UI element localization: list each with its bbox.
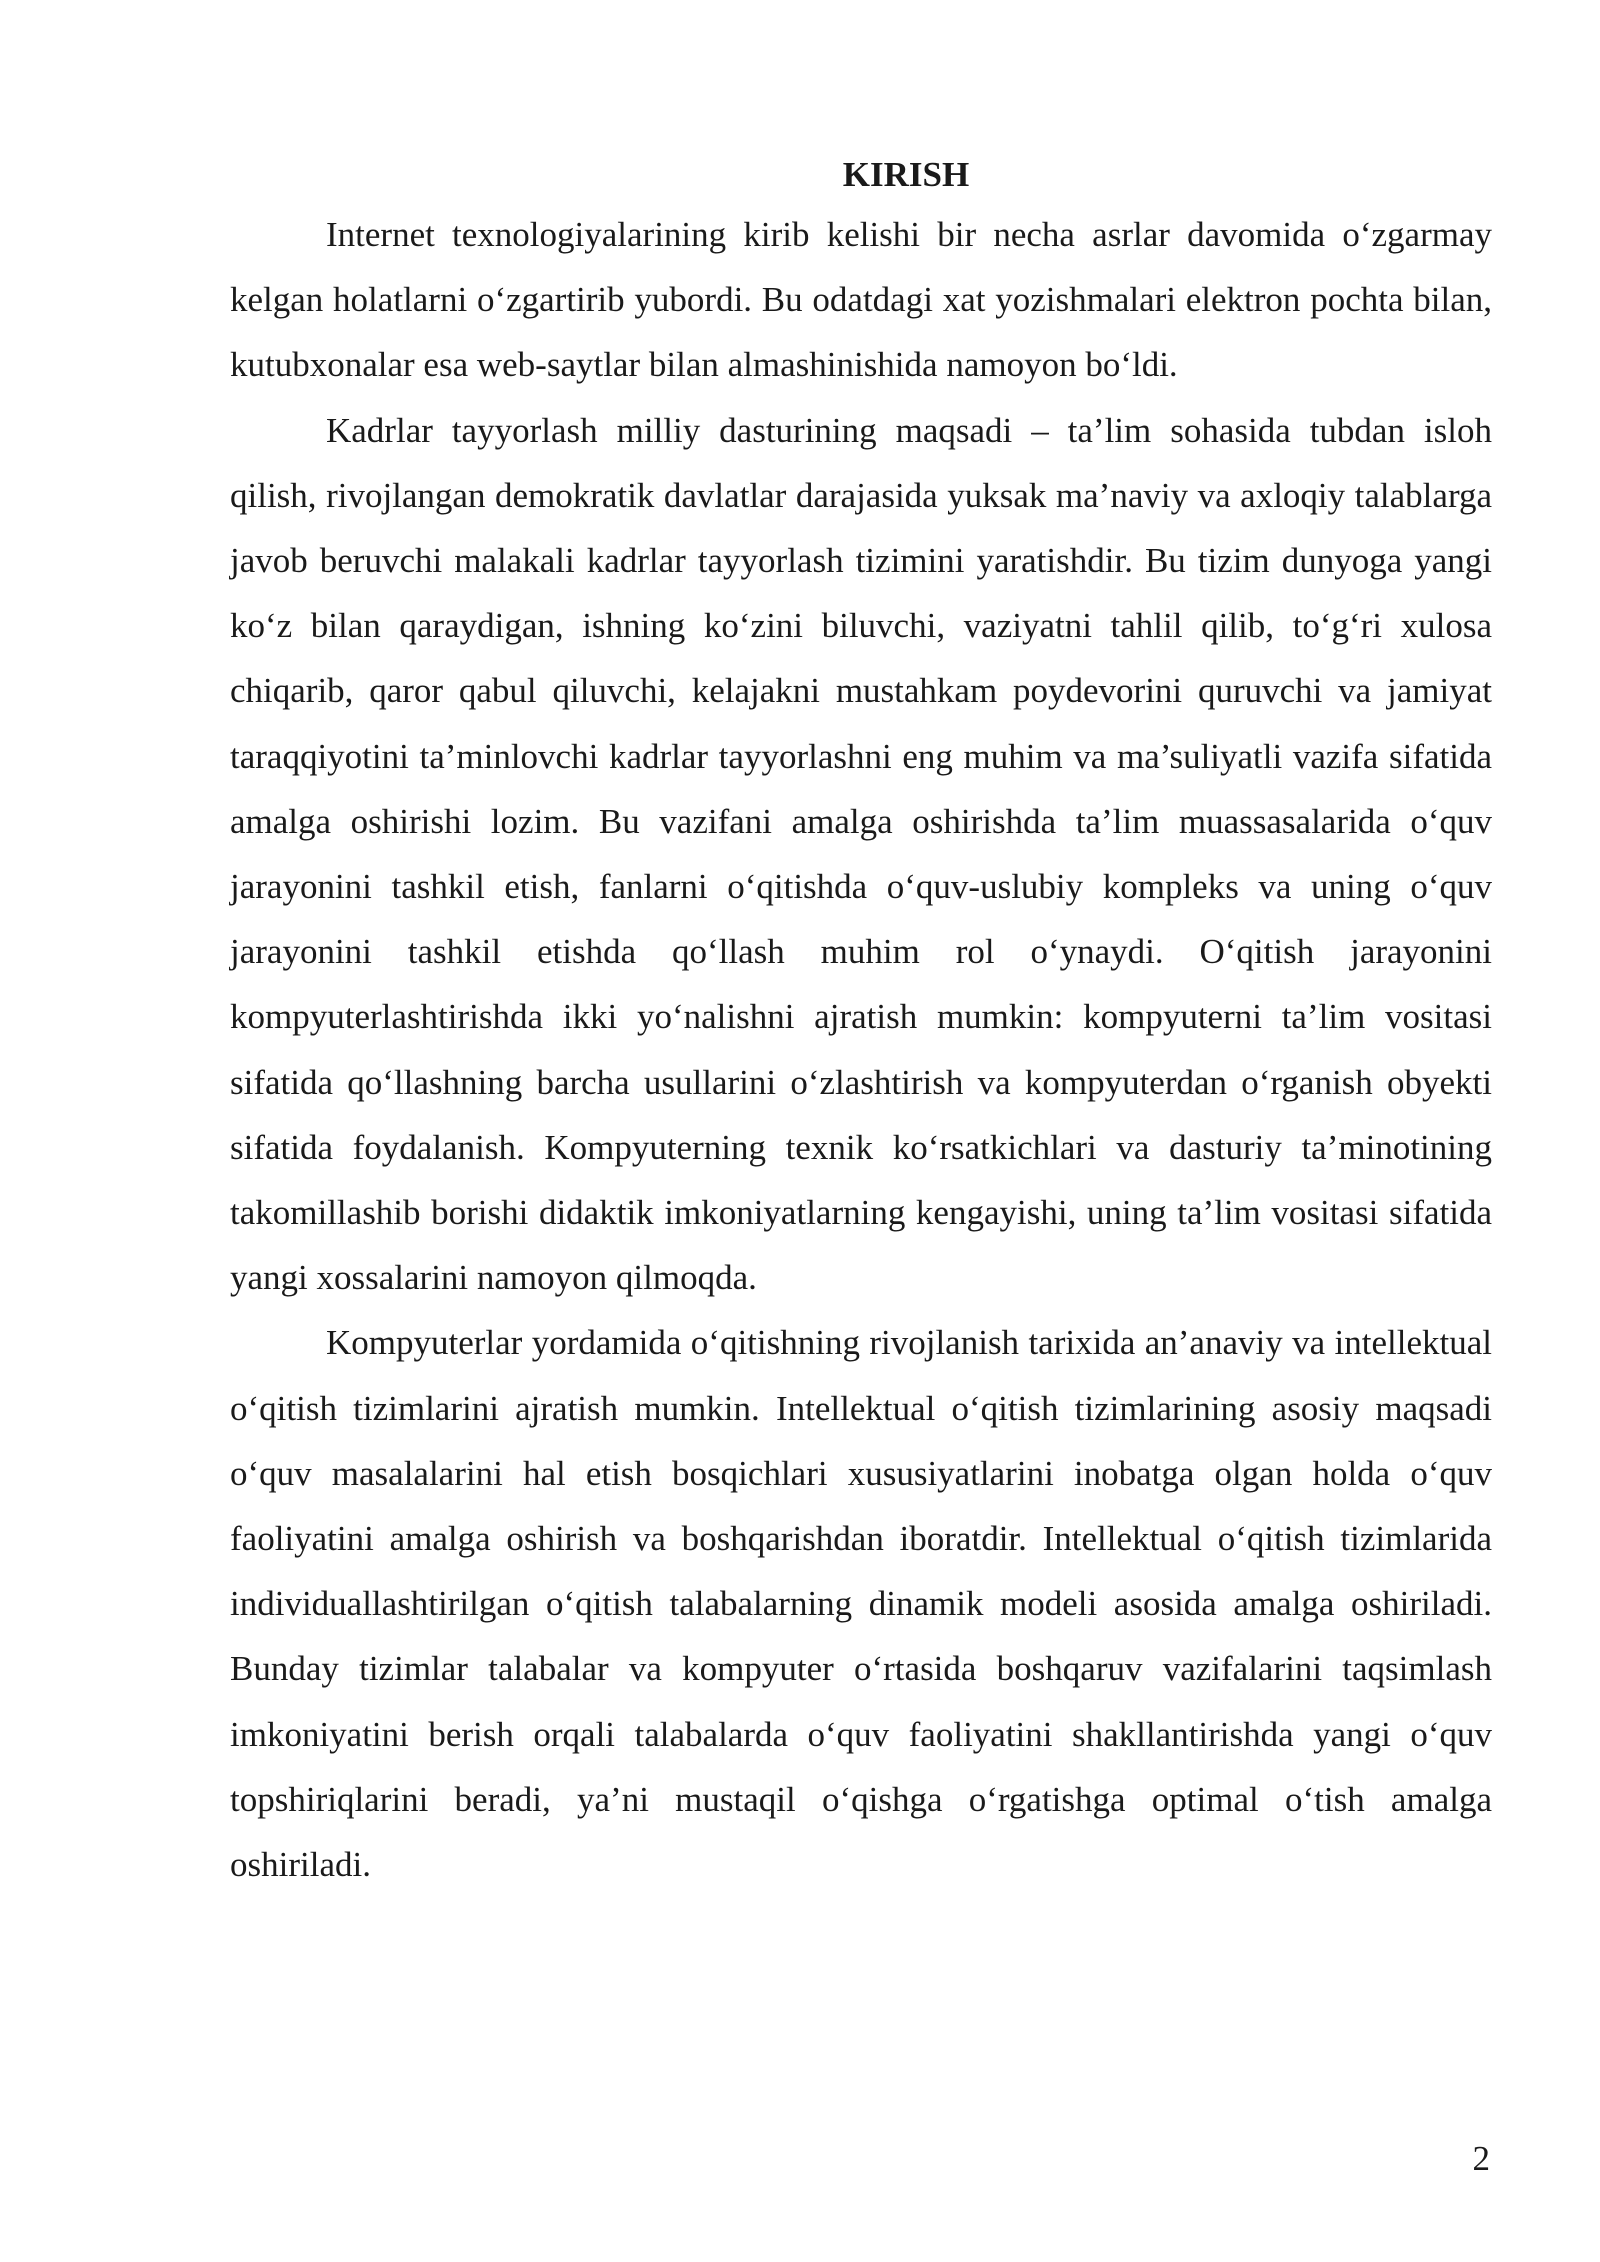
paragraph-kompyuterlar: Kompyuterlar yordamida oʻqitishning rivojlanish tarixida an’anaviy va intellektual oʻqitish tizimlarini ajratish mumkin. Intellektual oʻqitish tizimlarining asosiy maqsadi oʻquv masalalarini hal etish bosqichlari xususiyatlarini inobatga olgan holda oʻquv faoliyatini amalga oshirish va boshqarishdan iboratdir. Intellektual oʻqitish tizimlarida individuallashtirilgan oʻqitish talabalarning dinamik modeli asosida amalga oshiriladi. Bunday tizimlar talabalar va kompyuter oʻrtasida boshqaruv vazifalarini taqsimlash imkoniyatini berish orqali talabalarda oʻquv faoliyatini shakllantirishda yangi oʻquv topshiriqlarini beradi, ya’ni mustaqil oʻqishga oʻrgatishga optimal oʻtish amalga oshiriladi. — [230, 1323, 1492, 1885]
section-heading: KIRISH — [842, 155, 970, 194]
page-content — [230, 148, 1492, 1897]
page-number: 2 — [1472, 2139, 1490, 2178]
paragraph-kadrlar: Kadrlar tayyorlash milliy dasturining maqsadi – ta’lim sohasida tubdan isloh qilish, rivojlangan demokratik davlatlar darajasida yuksak ma’naviy va axloqiy talablarga javob beruvchi malakali kadrlar tayyorlash tizimini yaratishdir. Bu tizim dunyoga yangi koʻz bilan qaraydigan, ishning koʻzini biluvchi, vaziyatni tahlil qilib, toʻgʻri xulosa chiqarib, qaror qabul qiluvchi, kelajakni mustahkam poydevorini quruvchi va jamiyat taraqqiyotini ta’minlovchi kadrlar tayyorlashni eng muhim va ma’suliyatli vazifa sifatida amalga oshirishi lozim. Bu vazifani amalga oshirishda ta’lim muassasalarida oʻquv jarayonini tashkil etish, fanlarni oʻqitishda oʻquv-uslubiy kompleks va uning oʻquv jarayonini tashkil etishda qoʻllash muhim rol oʻynaydi. Oʻqitish jarayonini kompyuterlashtirishda ikki yoʻnalishni ajratish mumkin: kompyuterni ta’lim vositasi sifatida qoʻllashning barcha usullarini oʻzlashtirish va kompyuterdan oʻrganish obyekti sifatida foydalanish. Kompyuterning texnik koʻrsatkichlari va dasturiy ta’minotining takomillashib borishi didaktik imkoniyatlarning kengayishi, uning ta’lim vositasi sifatida yangi xossalarini namoyon qilmoqda. — [230, 410, 1492, 1298]
paragraph-internet: Internet texnologiyalarining kirib kelishi bir necha asrlar davomida oʻzgarmay kelgan holatlarni oʻzgartirib yubordi. Bu odatdagi xat yozishmalari elektron pochta bilan, kutubxonalar esa web-saytlar bilan almashinishida namoyon boʻldi. — [230, 215, 1492, 385]
